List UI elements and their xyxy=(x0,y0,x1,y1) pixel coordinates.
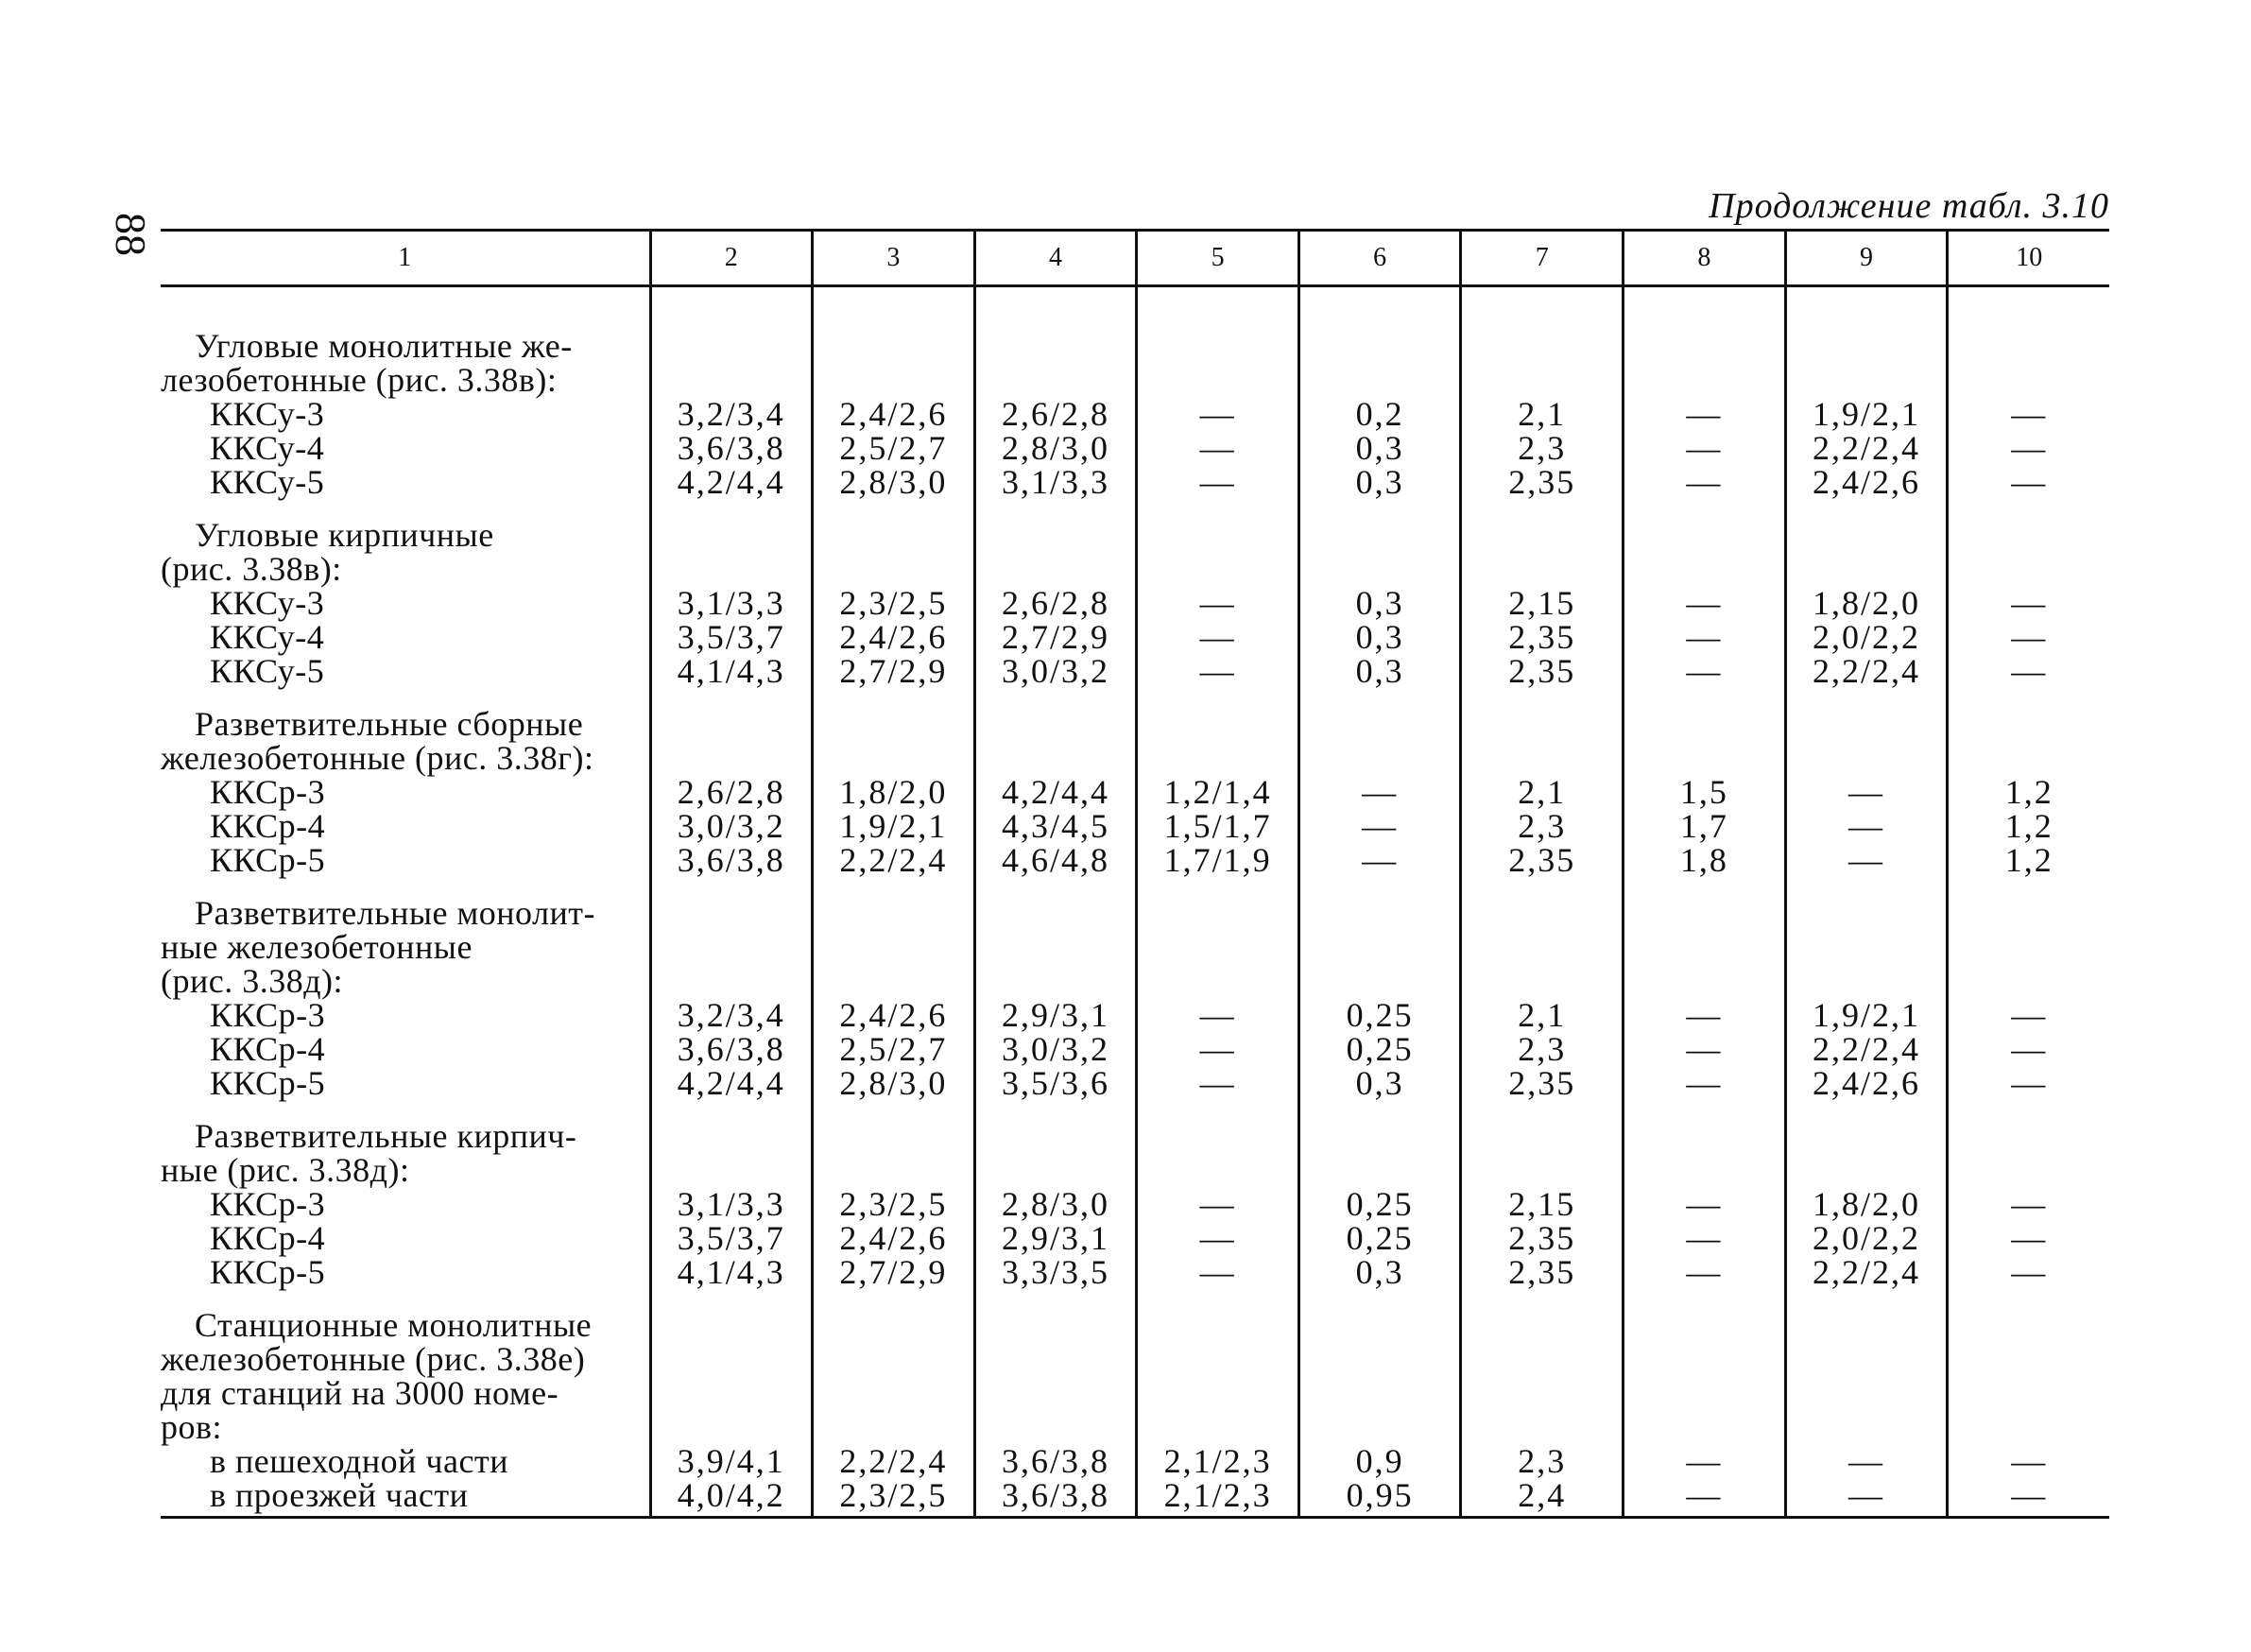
cell-col-9: 2,2/2,4 xyxy=(1785,1032,1948,1066)
cell-col-4: 3,0/3,2 xyxy=(974,1032,1137,1066)
cell-col-8: — xyxy=(1624,1255,1786,1289)
table-row xyxy=(161,620,2109,654)
group-heading-line: (рис. 3.38д): xyxy=(161,962,344,1000)
cell-col-5: — xyxy=(1137,431,1299,465)
group-heading-line: (рис. 3.38в): xyxy=(161,550,342,588)
group-heading-line: ров: xyxy=(161,1408,222,1446)
group-heading-line: ные (рис. 3.38д): xyxy=(161,1151,410,1189)
column-header-1: 1 xyxy=(161,231,650,286)
cell-col-5: — xyxy=(1137,465,1299,499)
cell-col-7: 2,4 xyxy=(1461,1478,1624,1518)
cell-col-6: — xyxy=(1298,775,1461,809)
cell-col-8: — xyxy=(1624,1187,1786,1221)
page-number: 88 xyxy=(107,213,155,256)
cell-col-9: — xyxy=(1785,843,1948,877)
cell-col-2: 4,2/4,4 xyxy=(650,465,813,499)
cell-col-7: 2,35 xyxy=(1461,1255,1624,1289)
cell-col-8: — xyxy=(1624,397,1786,431)
cell-col-3: 2,4/2,6 xyxy=(813,1221,975,1255)
table-row xyxy=(161,654,2109,688)
table-row xyxy=(161,843,2109,877)
cell-col-6: 0,3 xyxy=(1298,431,1461,465)
cell-col-8: — xyxy=(1624,465,1786,499)
cell-col-10: — xyxy=(1948,998,2110,1032)
row-label: ККСу-3 xyxy=(210,584,325,622)
cell-col-3: 1,9/2,1 xyxy=(813,809,975,843)
cell-col-3: 2,8/3,0 xyxy=(813,465,975,499)
column-header-6: 6 xyxy=(1298,231,1461,286)
data-table xyxy=(161,229,2109,1519)
cell-col-4: 4,3/4,5 xyxy=(974,809,1137,843)
group-heading-row xyxy=(161,1153,2109,1187)
cell-col-7: 2,15 xyxy=(1461,586,1624,620)
cell-col-2: 3,0/3,2 xyxy=(650,809,813,843)
cell-col-4: 3,1/3,3 xyxy=(974,465,1137,499)
cell-col-10: — xyxy=(1948,1478,2110,1518)
cell-col-5: 1,2/1,4 xyxy=(1137,775,1299,809)
cell-col-4: 2,7/2,9 xyxy=(974,620,1137,654)
cell-col-10: — xyxy=(1948,431,2110,465)
table-row xyxy=(161,1444,2109,1478)
cell-col-7: 2,3 xyxy=(1461,1032,1624,1066)
cell-col-6: 0,2 xyxy=(1298,397,1461,431)
cell-col-3: 2,2/2,4 xyxy=(813,1444,975,1478)
cell-col-8: 1,8 xyxy=(1624,843,1786,877)
cell-col-6: 0,25 xyxy=(1298,1032,1461,1066)
cell-col-4: 2,8/3,0 xyxy=(974,1187,1137,1221)
cell-col-8: 1,5 xyxy=(1624,775,1786,809)
cell-col-4: 4,2/4,4 xyxy=(974,775,1137,809)
table-caption: Продолжение табл. 3.10 xyxy=(1709,186,2109,226)
cell-col-10: — xyxy=(1948,1444,2110,1478)
row-label: ККСу-3 xyxy=(210,395,325,433)
cell-col-2: 3,5/3,7 xyxy=(650,1221,813,1255)
cell-col-10: — xyxy=(1948,465,2110,499)
cell-col-4: 2,9/3,1 xyxy=(974,998,1137,1032)
cell-col-9: 2,4/2,6 xyxy=(1785,1066,1948,1100)
cell-col-9: 2,0/2,2 xyxy=(1785,620,1948,654)
cell-col-9: 2,2/2,4 xyxy=(1785,654,1948,688)
cell-col-9: 2,2/2,4 xyxy=(1785,431,1948,465)
cell-col-8: — xyxy=(1624,1066,1786,1100)
group-heading-line: железобетонные (рис. 3.38е) xyxy=(161,1340,586,1378)
cell-col-3: 2,2/2,4 xyxy=(813,843,975,877)
cell-col-8: — xyxy=(1624,998,1786,1032)
table-row xyxy=(161,1255,2109,1289)
cell-col-4: 4,6/4,8 xyxy=(974,843,1137,877)
table-row xyxy=(161,1221,2109,1255)
cell-col-3: 2,7/2,9 xyxy=(813,1255,975,1289)
table-row xyxy=(161,431,2109,465)
cell-col-5: — xyxy=(1137,1221,1299,1255)
group-heading-row xyxy=(161,1376,2109,1410)
cell-col-9: — xyxy=(1785,1478,1948,1518)
cell-col-9: — xyxy=(1785,1444,1948,1478)
cell-col-5: — xyxy=(1137,654,1299,688)
column-header-8: 8 xyxy=(1624,231,1786,286)
row-label: ККСу-5 xyxy=(210,463,325,501)
cell-col-7: 2,1 xyxy=(1461,998,1624,1032)
cell-col-9: 1,9/2,1 xyxy=(1785,397,1948,431)
cell-col-7: 2,35 xyxy=(1461,620,1624,654)
group-heading-row xyxy=(161,329,2109,363)
cell-col-10: — xyxy=(1948,1255,2110,1289)
column-header-4: 4 xyxy=(974,231,1137,286)
cell-col-8: — xyxy=(1624,1032,1786,1066)
cell-col-10: — xyxy=(1948,397,2110,431)
cell-col-10: 1,2 xyxy=(1948,775,2110,809)
cell-col-3: 2,4/2,6 xyxy=(813,397,975,431)
cell-col-2: 4,1/4,3 xyxy=(650,654,813,688)
group-heading-row xyxy=(161,518,2109,552)
row-label: ККСр-5 xyxy=(210,841,326,879)
cell-col-6: — xyxy=(1298,809,1461,843)
cell-col-8: — xyxy=(1624,1478,1786,1518)
cell-col-4: 2,8/3,0 xyxy=(974,431,1137,465)
table-row xyxy=(161,586,2109,620)
cell-col-2: 3,1/3,3 xyxy=(650,586,813,620)
cell-col-2: 3,6/3,8 xyxy=(650,843,813,877)
table-row xyxy=(161,775,2109,809)
cell-col-6: 0,3 xyxy=(1298,1066,1461,1100)
group-heading-line: Угловые кирпичные xyxy=(195,516,494,554)
cell-col-6: 0,3 xyxy=(1298,654,1461,688)
cell-col-10: — xyxy=(1948,1221,2110,1255)
group-heading-line: Разветвительные монолит- xyxy=(195,894,596,932)
cell-col-3: 2,8/3,0 xyxy=(813,1066,975,1100)
cell-col-5: — xyxy=(1137,1066,1299,1100)
cell-col-2: 4,0/4,2 xyxy=(650,1478,813,1518)
cell-col-2: 3,6/3,8 xyxy=(650,1032,813,1066)
cell-col-3: 2,5/2,7 xyxy=(813,1032,975,1066)
cell-col-6: 0,25 xyxy=(1298,1221,1461,1255)
cell-col-2: 3,2/3,4 xyxy=(650,998,813,1032)
cell-col-6: 0,3 xyxy=(1298,586,1461,620)
table-body xyxy=(161,286,2109,1518)
cell-col-5: — xyxy=(1137,1187,1299,1221)
group-heading-row xyxy=(161,741,2109,775)
row-label: ККСу-4 xyxy=(210,429,325,467)
cell-col-4: 3,6/3,8 xyxy=(974,1444,1137,1478)
cell-col-9: — xyxy=(1785,775,1948,809)
header-row xyxy=(161,231,2109,286)
cell-col-10: — xyxy=(1948,1032,2110,1066)
cell-col-2: 4,2/4,4 xyxy=(650,1066,813,1100)
table-row xyxy=(161,1066,2109,1100)
row-label: ККСр-3 xyxy=(210,773,326,811)
group-heading-line: ные железобетонные xyxy=(161,928,473,966)
group-heading-line: Разветвительные сборные xyxy=(195,705,584,743)
cell-col-10: — xyxy=(1948,620,2110,654)
cell-col-2: 3,5/3,7 xyxy=(650,620,813,654)
cell-col-2: 3,9/4,1 xyxy=(650,1444,813,1478)
cell-col-4: 2,9/3,1 xyxy=(974,1221,1137,1255)
cell-col-5: — xyxy=(1137,998,1299,1032)
cell-col-5: 2,1/2,3 xyxy=(1137,1478,1299,1518)
group-heading-row xyxy=(161,363,2109,397)
cell-col-3: 1,8/2,0 xyxy=(813,775,975,809)
cell-col-5: 1,7/1,9 xyxy=(1137,843,1299,877)
cell-col-3: 2,3/2,5 xyxy=(813,1478,975,1518)
cell-col-3: 2,4/2,6 xyxy=(813,998,975,1032)
group-heading-row xyxy=(161,896,2109,930)
cell-col-8: — xyxy=(1624,1221,1786,1255)
group-heading-row xyxy=(161,1308,2109,1342)
row-label: ККСу-5 xyxy=(210,652,325,690)
cell-col-3: 2,5/2,7 xyxy=(813,431,975,465)
cell-col-9: 2,4/2,6 xyxy=(1785,465,1948,499)
group-heading-line: Угловые монолитные же- xyxy=(195,327,573,365)
table-row xyxy=(161,1187,2109,1221)
cell-col-10: — xyxy=(1948,1187,2110,1221)
row-label: ККСр-3 xyxy=(210,996,326,1034)
cell-col-9: 1,8/2,0 xyxy=(1785,586,1948,620)
group-heading-row xyxy=(161,1119,2109,1153)
cell-col-7: 2,15 xyxy=(1461,1187,1624,1221)
row-label: ККСр-4 xyxy=(210,807,326,845)
cell-col-3: 2,7/2,9 xyxy=(813,654,975,688)
cell-col-7: 2,1 xyxy=(1461,775,1624,809)
row-label: в пешеходной части xyxy=(210,1442,508,1480)
cell-col-8: — xyxy=(1624,431,1786,465)
group-heading-row xyxy=(161,930,2109,964)
group-heading-row xyxy=(161,1342,2109,1376)
cell-col-5: 1,5/1,7 xyxy=(1137,809,1299,843)
cell-col-4: 2,6/2,8 xyxy=(974,397,1137,431)
table-row xyxy=(161,809,2109,843)
row-label: ККСр-4 xyxy=(210,1030,326,1068)
column-header-7: 7 xyxy=(1461,231,1624,286)
cell-col-2: 4,1/4,3 xyxy=(650,1255,813,1289)
row-label: ККСу-4 xyxy=(210,618,325,656)
cell-col-10: 1,2 xyxy=(1948,843,2110,877)
cell-col-10: 1,2 xyxy=(1948,809,2110,843)
table-row xyxy=(161,1478,2109,1518)
group-heading-line: железобетонные (рис. 3.38г): xyxy=(161,739,594,777)
column-header-3: 3 xyxy=(813,231,975,286)
cell-col-5: — xyxy=(1137,620,1299,654)
cell-col-4: 3,3/3,5 xyxy=(974,1255,1137,1289)
cell-col-6: 0,3 xyxy=(1298,620,1461,654)
cell-col-10: — xyxy=(1948,654,2110,688)
cell-col-6: 0,3 xyxy=(1298,1255,1461,1289)
cell-col-4: 3,5/3,6 xyxy=(974,1066,1137,1100)
cell-col-9: 1,8/2,0 xyxy=(1785,1187,1948,1221)
column-header-5: 5 xyxy=(1137,231,1299,286)
row-label: ККСр-5 xyxy=(210,1253,326,1291)
row-label: ККСр-4 xyxy=(210,1219,326,1257)
cell-col-8: 1,7 xyxy=(1624,809,1786,843)
cell-col-7: 2,3 xyxy=(1461,1444,1624,1478)
row-label: ККСр-3 xyxy=(210,1185,326,1223)
cell-col-3: 2,3/2,5 xyxy=(813,586,975,620)
cell-col-9: 2,0/2,2 xyxy=(1785,1221,1948,1255)
cell-col-9: 1,9/2,1 xyxy=(1785,998,1948,1032)
group-heading-row xyxy=(161,1410,2109,1444)
group-heading-line: Разветвительные кирпич- xyxy=(195,1117,577,1155)
cell-col-6: 0,3 xyxy=(1298,465,1461,499)
cell-col-6: 0,25 xyxy=(1298,1187,1461,1221)
cell-col-4: 2,6/2,8 xyxy=(974,586,1137,620)
group-heading-row xyxy=(161,964,2109,998)
cell-col-8: — xyxy=(1624,1444,1786,1478)
cell-col-7: 2,3 xyxy=(1461,809,1624,843)
table-row xyxy=(161,1032,2109,1066)
cell-col-7: 2,3 xyxy=(1461,431,1624,465)
cell-col-6: — xyxy=(1298,843,1461,877)
cell-col-2: 3,2/3,4 xyxy=(650,397,813,431)
cell-col-3: 2,3/2,5 xyxy=(813,1187,975,1221)
cell-col-5: — xyxy=(1137,1032,1299,1066)
cell-col-8: — xyxy=(1624,586,1786,620)
group-heading-line: лезобетонные (рис. 3.38в): xyxy=(161,361,558,399)
cell-col-2: 3,1/3,3 xyxy=(650,1187,813,1221)
row-label: в проезжей части xyxy=(161,1478,650,1518)
cell-col-8: — xyxy=(1624,620,1786,654)
table-row xyxy=(161,998,2109,1032)
cell-col-3: 2,4/2,6 xyxy=(813,620,975,654)
column-header-10: 10 xyxy=(1948,231,2110,286)
cell-col-2: 3,6/3,8 xyxy=(650,431,813,465)
cell-col-6: 0,95 xyxy=(1298,1478,1461,1518)
cell-col-4: 3,6/3,8 xyxy=(974,1478,1137,1518)
cell-col-6: 0,25 xyxy=(1298,998,1461,1032)
cell-col-7: 2,35 xyxy=(1461,465,1624,499)
cell-col-5: — xyxy=(1137,397,1299,431)
cell-col-7: 2,35 xyxy=(1461,1221,1624,1255)
cell-col-7: 2,35 xyxy=(1461,843,1624,877)
cell-col-5: — xyxy=(1137,586,1299,620)
cell-col-5: 2,1/2,3 xyxy=(1137,1444,1299,1478)
column-header-2: 2 xyxy=(650,231,813,286)
cell-col-7: 2,35 xyxy=(1461,654,1624,688)
cell-col-9: 2,2/2,4 xyxy=(1785,1255,1948,1289)
cell-col-7: 2,35 xyxy=(1461,1066,1624,1100)
row-label: ККСр-5 xyxy=(210,1064,326,1102)
table-row xyxy=(161,397,2109,431)
group-heading-row xyxy=(161,552,2109,586)
cell-col-7: 2,1 xyxy=(1461,397,1624,431)
group-heading-line: для станций на 3000 номе- xyxy=(161,1374,559,1412)
cell-col-4: 3,0/3,2 xyxy=(974,654,1137,688)
cell-col-5: — xyxy=(1137,1255,1299,1289)
column-header-9: 9 xyxy=(1785,231,1948,286)
cell-col-2: 2,6/2,8 xyxy=(650,775,813,809)
group-heading-row xyxy=(161,707,2109,741)
cell-col-10: — xyxy=(1948,586,2110,620)
cell-col-8: — xyxy=(1624,654,1786,688)
table-row xyxy=(161,465,2109,499)
cell-col-10: — xyxy=(1948,1066,2110,1100)
group-heading-line: Станционные монолитные xyxy=(195,1306,593,1344)
cell-col-9: — xyxy=(1785,809,1948,843)
cell-col-6: 0,9 xyxy=(1298,1444,1461,1478)
